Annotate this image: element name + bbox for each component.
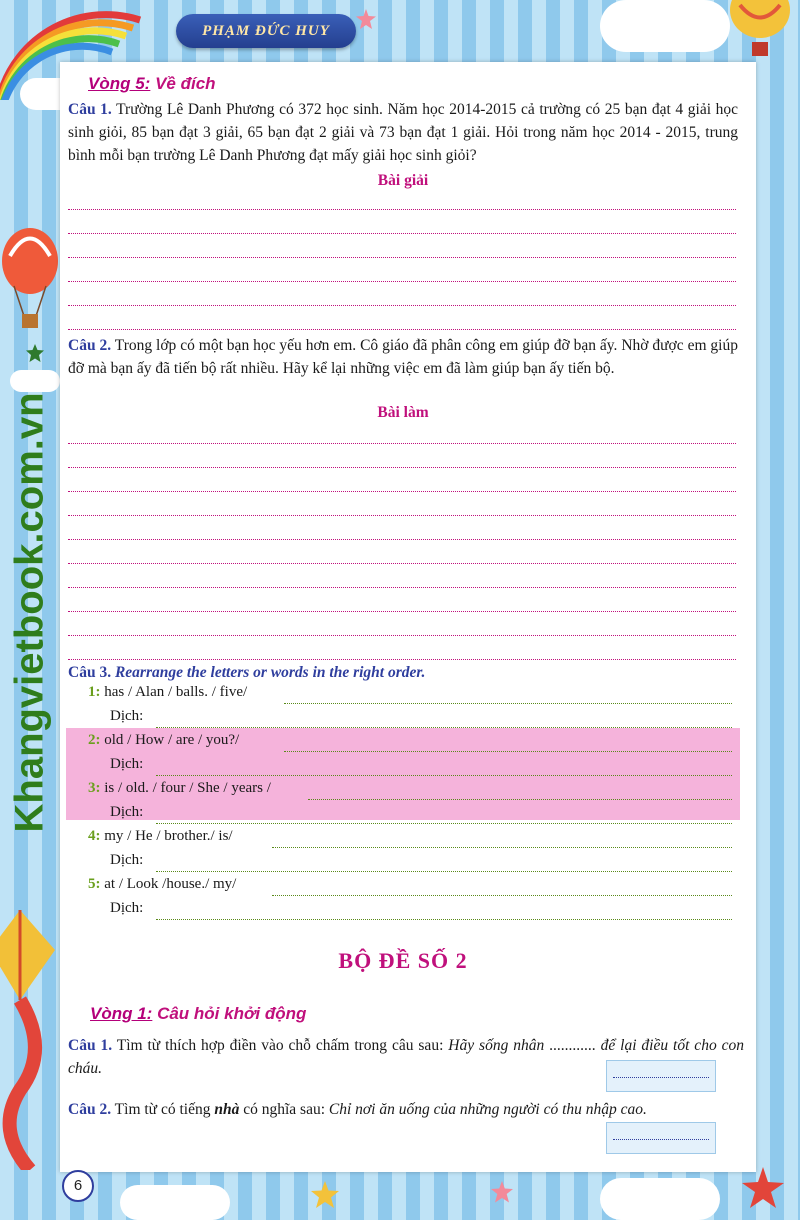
translate-row bbox=[88, 852, 738, 876]
translate-label: Dịch: bbox=[110, 804, 144, 820]
answer-box[interactable] bbox=[606, 1060, 716, 1092]
question-1 bbox=[68, 98, 738, 167]
answer-line[interactable] bbox=[308, 799, 732, 800]
kite-icon bbox=[0, 910, 64, 1170]
answer-line[interactable] bbox=[284, 703, 732, 704]
answer-line[interactable] bbox=[284, 751, 732, 752]
answer-box[interactable] bbox=[606, 1122, 716, 1154]
translate-row bbox=[88, 900, 738, 924]
solution-title: Bài làm bbox=[377, 404, 429, 421]
question-text: có nghĩa sau: bbox=[239, 1101, 329, 1118]
translate-label: Dịch: bbox=[110, 852, 144, 868]
question-quote: để lại điều tốt cho con cháu. bbox=[68, 1037, 744, 1077]
question-3 bbox=[68, 661, 738, 684]
question-text: Tìm từ thích hợp điền vào chỗ chấm trong câu sau: bbox=[112, 1037, 449, 1054]
translate-row bbox=[88, 804, 738, 828]
translate-row bbox=[88, 708, 738, 732]
round-number: Vòng 1: bbox=[90, 1004, 153, 1023]
item-words: my / He / brother./ is/ bbox=[104, 828, 233, 844]
question-label: Câu 1. bbox=[68, 101, 112, 118]
question-blank: ............ bbox=[544, 1037, 601, 1054]
page-number: 6 bbox=[62, 1170, 94, 1202]
item-number: 5 bbox=[88, 876, 96, 892]
rearrange-item: 1: has / Alan / balls. / five/ bbox=[88, 684, 738, 708]
answer-line[interactable] bbox=[156, 871, 732, 872]
solution-title: Bài giải bbox=[377, 172, 429, 189]
translate-label: Dịch: bbox=[110, 756, 144, 772]
rearrange-list bbox=[88, 684, 738, 924]
item-words: at / Look /house./ my/ bbox=[104, 876, 237, 892]
answer-line[interactable] bbox=[156, 823, 732, 824]
star-icon bbox=[490, 1180, 514, 1204]
translate-label: Dịch: bbox=[110, 708, 144, 724]
item-words: has / Alan / balls. / five/ bbox=[104, 684, 248, 700]
balloon-icon bbox=[0, 226, 60, 336]
answer-line[interactable] bbox=[272, 895, 732, 896]
rearrange-item: 3: is / old. / four / She / years / bbox=[88, 780, 738, 804]
item-words: old / How / are / you?/ bbox=[104, 732, 240, 748]
question-text: Trong lớp có một bạn học yếu hơn em. Cô giáo đã phân công em giúp đỡ bạn ấy. Nhờ được em giúp đỡ mà bạn ấy đã tiến bộ rất nhiều. Hãy kể lại những việc em đã làm giúp bạn ấy tiến bộ. bbox=[68, 337, 738, 377]
section-title: BỘ ĐỀ SỐ 2 bbox=[338, 948, 468, 973]
cloud-decoration bbox=[600, 1178, 720, 1220]
answer-line[interactable] bbox=[156, 727, 732, 728]
item-number: 3 bbox=[88, 780, 96, 796]
question-2 bbox=[68, 334, 738, 380]
question-label: Câu 1. bbox=[68, 1037, 113, 1054]
question-keyword: nhà bbox=[214, 1101, 240, 1118]
answer-line[interactable] bbox=[156, 919, 732, 920]
answer-lines[interactable] bbox=[68, 186, 736, 330]
question-quote: Chỉ nơi ăn uống của những người có thu nhập cao. bbox=[328, 1101, 647, 1118]
cloud-decoration bbox=[120, 1185, 230, 1220]
translate-row bbox=[88, 756, 738, 780]
round-number: Vòng 5: bbox=[88, 74, 151, 93]
round-name: Về đích bbox=[150, 74, 216, 93]
item-number: 2 bbox=[88, 732, 96, 748]
rearrange-item: 5: at / Look /house./ my/ bbox=[88, 876, 738, 900]
question-text: Trường Lê Danh Phương có 372 học sinh. Năm học 2014-2015 cả trường có 25 bạn đạt 4 giải học sinh giỏi, 85 bạn đạt 3 giải, 65 bạn đạt 2 giải và 73 bạn đạt 1 giải. Hỏi trong năm học 2014 - 2015, trung bình mỗi bạn trường Lê Danh Phương đạt mấy giải học sinh giỏi? bbox=[68, 101, 738, 164]
cloud-decoration bbox=[600, 0, 730, 52]
question-text: Tìm từ có tiếng bbox=[111, 1101, 215, 1118]
question-label: Câu 2. bbox=[68, 1101, 112, 1118]
round-title bbox=[88, 74, 216, 94]
rearrange-item: 2: old / How / are / you?/ bbox=[88, 732, 738, 756]
star-icon bbox=[355, 8, 377, 30]
answer-line[interactable] bbox=[272, 847, 732, 848]
question-label: Câu 2. bbox=[68, 337, 112, 354]
translate-label: Dịch: bbox=[110, 900, 144, 916]
watermark-text: Khangvietbook.com.vn bbox=[7, 392, 52, 833]
question-instruction: Rearrange the letters or words in the right order. bbox=[111, 664, 426, 681]
question-label: Câu 3. bbox=[68, 664, 112, 681]
question-2 bbox=[68, 1098, 744, 1121]
round-title bbox=[90, 1004, 306, 1024]
rearrange-item: 4: my / He / brother./ is/ bbox=[88, 828, 738, 852]
answer-line[interactable] bbox=[156, 775, 732, 776]
author-header: PHẠM ĐỨC HUY bbox=[176, 14, 356, 48]
star-icon bbox=[25, 343, 45, 363]
item-number: 4 bbox=[88, 828, 96, 844]
star-icon bbox=[310, 1180, 340, 1210]
cloud-decoration bbox=[10, 370, 60, 392]
item-words: is / old. / four / She / years / bbox=[104, 780, 271, 796]
question-quote: Hãy sống nhân bbox=[448, 1037, 545, 1054]
round-name: Câu hỏi khởi động bbox=[152, 1004, 307, 1023]
item-number: 1 bbox=[88, 684, 96, 700]
answer-lines[interactable] bbox=[68, 420, 736, 660]
balloon-icon bbox=[720, 0, 800, 70]
